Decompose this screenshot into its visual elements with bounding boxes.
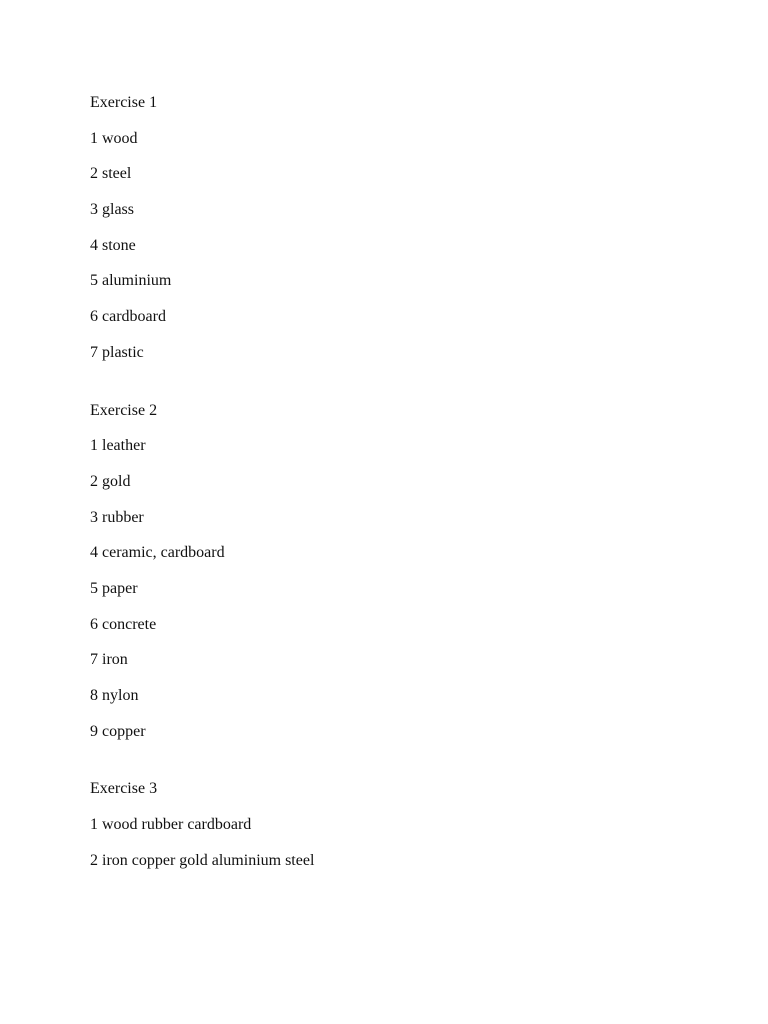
exercise-1-item: 5 aluminium — [90, 272, 172, 290]
exercise-2-title: Exercise 2 — [90, 401, 158, 419]
exercise-2-item: 5 paper — [90, 579, 138, 597]
exercise-1-item: 7 plastic — [90, 343, 144, 361]
document-body — [90, 92, 690, 907]
exercise-2-item: 9 copper — [90, 722, 146, 740]
exercise-1-title: Exercise 1 — [90, 94, 158, 111]
exercise-1-item: 1 wood — [90, 129, 138, 147]
exercise-3-section — [90, 778, 690, 871]
exercise-3-item: 1 wood rubber cardboard — [90, 816, 252, 834]
exercise-2-item: 4 ceramic, cardboard — [90, 544, 225, 562]
exercise-2-item: 1 leather — [90, 437, 146, 455]
exercise-2-item: 2 gold — [90, 472, 131, 490]
exercise-2-section — [90, 400, 690, 743]
exercise-1-item: 6 cardboard — [90, 308, 166, 326]
exercise-2-item: 7 iron — [90, 651, 128, 669]
exercise-2-item: 8 nylon — [90, 687, 139, 704]
exercise-1-item: 3 glass — [90, 201, 134, 219]
exercise-2-item: 6 concrete — [90, 615, 157, 633]
exercise-2-item: 3 rubber — [90, 508, 144, 526]
exercise-1-section — [90, 92, 690, 364]
exercise-1-item: 4 stone — [90, 236, 136, 254]
exercise-1-item: 2 steel — [90, 165, 132, 183]
exercise-3-title: Exercise 3 — [90, 780, 158, 798]
exercise-3-item: 2 iron copper gold aluminium steel — [90, 851, 315, 869]
